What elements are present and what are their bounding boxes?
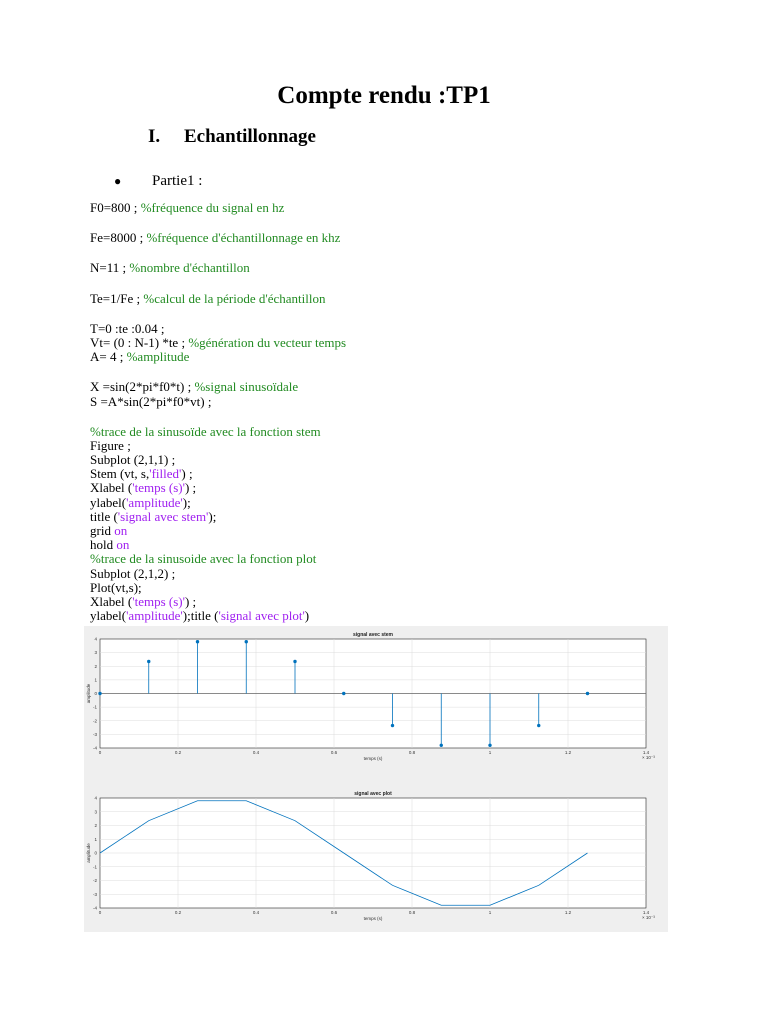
y-tick-label: 2 <box>94 663 97 669</box>
code-text: ) ; <box>181 466 193 482</box>
stem-marker <box>391 724 394 727</box>
code-line <box>90 581 346 595</box>
stem-marker <box>98 692 101 695</box>
code-line <box>90 425 346 439</box>
code-comment: %fréquence d'échantillonnage en khz <box>146 230 341 246</box>
code-string: 'temps (s)' <box>132 593 185 609</box>
x-exponent-label: × 10⁻³ <box>642 755 655 760</box>
stem-marker <box>293 660 296 663</box>
code-comment: %nombre d'échantillon <box>129 260 250 276</box>
stem-marker <box>586 692 589 695</box>
y-tick-label: 0 <box>94 850 97 856</box>
code-blank-line <box>90 306 346 322</box>
code-text: Xlabel ( <box>90 593 133 609</box>
y-tick-label: -3 <box>92 891 97 897</box>
code-line <box>90 481 346 495</box>
stem-marker <box>488 744 491 747</box>
code-line <box>90 292 346 306</box>
code-line <box>90 336 346 350</box>
code-line <box>90 261 346 275</box>
code-text: Stem (vt, s, <box>90 466 150 482</box>
code-text: Subplot (2,1,1) ; <box>90 452 176 468</box>
stem-marker <box>537 724 540 727</box>
code-string: 'filled' <box>149 466 182 482</box>
x-tick-label: 0.4 <box>252 750 260 755</box>
code-text: );title ( <box>182 608 219 624</box>
x-tick-label: 0.2 <box>174 910 182 915</box>
x-tick-label: 1.2 <box>564 910 572 915</box>
x-axis-label: temps (s) <box>363 756 383 761</box>
code-text: A= 4 ; <box>90 349 127 365</box>
code-comment: %génération du vecteur temps <box>188 334 347 350</box>
code-text: T=0 :te :0.04 ; <box>90 320 165 336</box>
code-text: ) ; <box>184 593 197 609</box>
x-tick-label: 1 <box>488 750 492 755</box>
code-line <box>90 201 346 215</box>
code-string: 'signal avec plot' <box>218 608 305 624</box>
stem-marker <box>147 660 150 663</box>
code-text: Subplot (2,1,2) ; <box>90 565 176 581</box>
code-comment: %amplitude <box>126 349 190 365</box>
stem-marker <box>196 640 199 643</box>
code-text: title ( <box>90 508 118 524</box>
y-tick-label: -4 <box>92 905 97 911</box>
code-text: ); <box>182 494 191 510</box>
code-line <box>90 524 346 538</box>
code-line <box>90 453 346 467</box>
code-text: Plot(vt,s); <box>90 579 142 595</box>
code-text: X =sin(2*pi*f0*t) ; <box>90 379 195 395</box>
stem-marker <box>342 692 345 695</box>
stem-marker <box>245 640 248 643</box>
code-string: 'amplitude' <box>126 494 183 510</box>
x-tick-label: 0.6 <box>330 910 338 915</box>
code-string: on <box>116 537 130 553</box>
code-blank-line <box>90 215 346 231</box>
x-tick-label: 1.4 <box>642 750 650 755</box>
code-text: Te=1/Fe ; <box>90 290 144 306</box>
y-axis-label: amplitude <box>86 843 91 863</box>
y-tick-label: 2 <box>94 823 97 829</box>
code-line <box>90 609 346 623</box>
code-text: N=11 ; <box>90 260 130 276</box>
chart-title: signal avec plot <box>354 791 392 797</box>
code-text: Figure ; <box>90 437 131 453</box>
chart-title: signal avec stem <box>352 632 394 638</box>
bullet-item <box>114 173 202 190</box>
code-blank-line <box>90 409 346 425</box>
y-tick-label: -1 <box>92 704 97 710</box>
code-comment: %trace de la sinusoïde avec la fonction stem <box>90 423 321 439</box>
code-text: ); <box>208 508 217 524</box>
bullet-label: Partie1 : <box>152 173 203 189</box>
y-tick-label: 1 <box>94 836 97 842</box>
code-line <box>90 538 346 552</box>
code-text: ylabel( <box>90 608 127 624</box>
code-line <box>90 595 346 609</box>
x-tick-label: 1 <box>488 910 492 915</box>
x-tick-label: 0 <box>98 750 102 755</box>
y-tick-label: 0 <box>94 691 97 697</box>
code-line <box>90 395 346 409</box>
y-tick-label: 1 <box>94 677 97 683</box>
code-line <box>90 380 346 394</box>
code-text: ylabel( <box>90 494 127 510</box>
x-tick-label: 0.6 <box>330 750 338 755</box>
x-tick-label: 1.2 <box>564 750 572 755</box>
y-tick-label: -2 <box>92 878 97 884</box>
code-text: ) <box>304 608 310 624</box>
y-tick-label: -2 <box>92 718 97 724</box>
code-blank-line <box>90 245 346 261</box>
x-tick-label: 0.2 <box>174 750 182 755</box>
bullet-dot-icon: ● <box>114 174 122 188</box>
y-tick-label: 4 <box>94 795 97 801</box>
code-string: 'temps (s)' <box>132 480 185 496</box>
x-tick-label: 0 <box>98 910 102 915</box>
code-line <box>90 567 346 581</box>
code-text: hold <box>90 537 117 553</box>
x-axis-label: temps (s) <box>363 916 383 921</box>
code-line <box>90 322 346 336</box>
y-tick-label: 3 <box>94 809 97 815</box>
code-text: Xlabel ( <box>90 480 133 496</box>
code-blank-line <box>90 276 346 292</box>
code-line <box>90 350 346 364</box>
code-text: Vt= (0 : N-1) *te ; <box>90 334 189 350</box>
code-text: Fe=8000 ; <box>90 230 147 246</box>
y-tick-label: -4 <box>92 745 97 751</box>
stem-marker <box>440 744 443 747</box>
x-exponent-label: × 10⁻³ <box>642 915 655 920</box>
code-blank-line <box>90 364 346 380</box>
code-string: 'amplitude' <box>126 608 183 624</box>
code-string: on <box>114 523 128 538</box>
matlab-figure <box>84 626 668 932</box>
code-line <box>90 496 346 510</box>
y-axis-label: amplitude <box>86 683 91 704</box>
x-tick-label: 0.4 <box>252 910 260 915</box>
matlab-code-block <box>90 201 346 623</box>
y-tick-label: 3 <box>94 650 97 656</box>
code-text: ) ; <box>184 480 197 496</box>
section-title: Echantillonnage <box>184 126 316 147</box>
code-comment: %trace de la sinusoide avec la fonction plot <box>90 551 317 567</box>
x-tick-label: 0.8 <box>408 750 416 755</box>
code-comment: %signal sinusoïdale <box>194 379 299 395</box>
section-heading <box>148 126 316 148</box>
code-line <box>90 231 346 245</box>
code-string: 'signal avec stem' <box>117 508 209 524</box>
document-title: Compte rendu :TP1 <box>277 82 491 109</box>
code-text: F0=800 ; <box>90 200 141 215</box>
y-tick-label: 4 <box>94 636 97 642</box>
y-tick-label: -1 <box>92 864 97 870</box>
code-line <box>90 510 346 524</box>
code-line <box>90 439 346 453</box>
x-tick-label: 0.8 <box>408 910 416 915</box>
code-text: grid <box>90 523 115 538</box>
code-line <box>90 467 346 481</box>
code-comment: %calcul de la période d'échantillon <box>143 290 326 306</box>
code-line <box>90 552 346 566</box>
figure-canvas <box>84 626 668 932</box>
x-tick-label: 1.4 <box>642 910 650 915</box>
code-comment: %fréquence du signal en hz <box>140 200 285 215</box>
code-text: S =A*sin(2*pi*f0*vt) ; <box>90 393 212 409</box>
y-tick-label: -3 <box>92 731 97 737</box>
section-number: I. <box>148 126 161 147</box>
